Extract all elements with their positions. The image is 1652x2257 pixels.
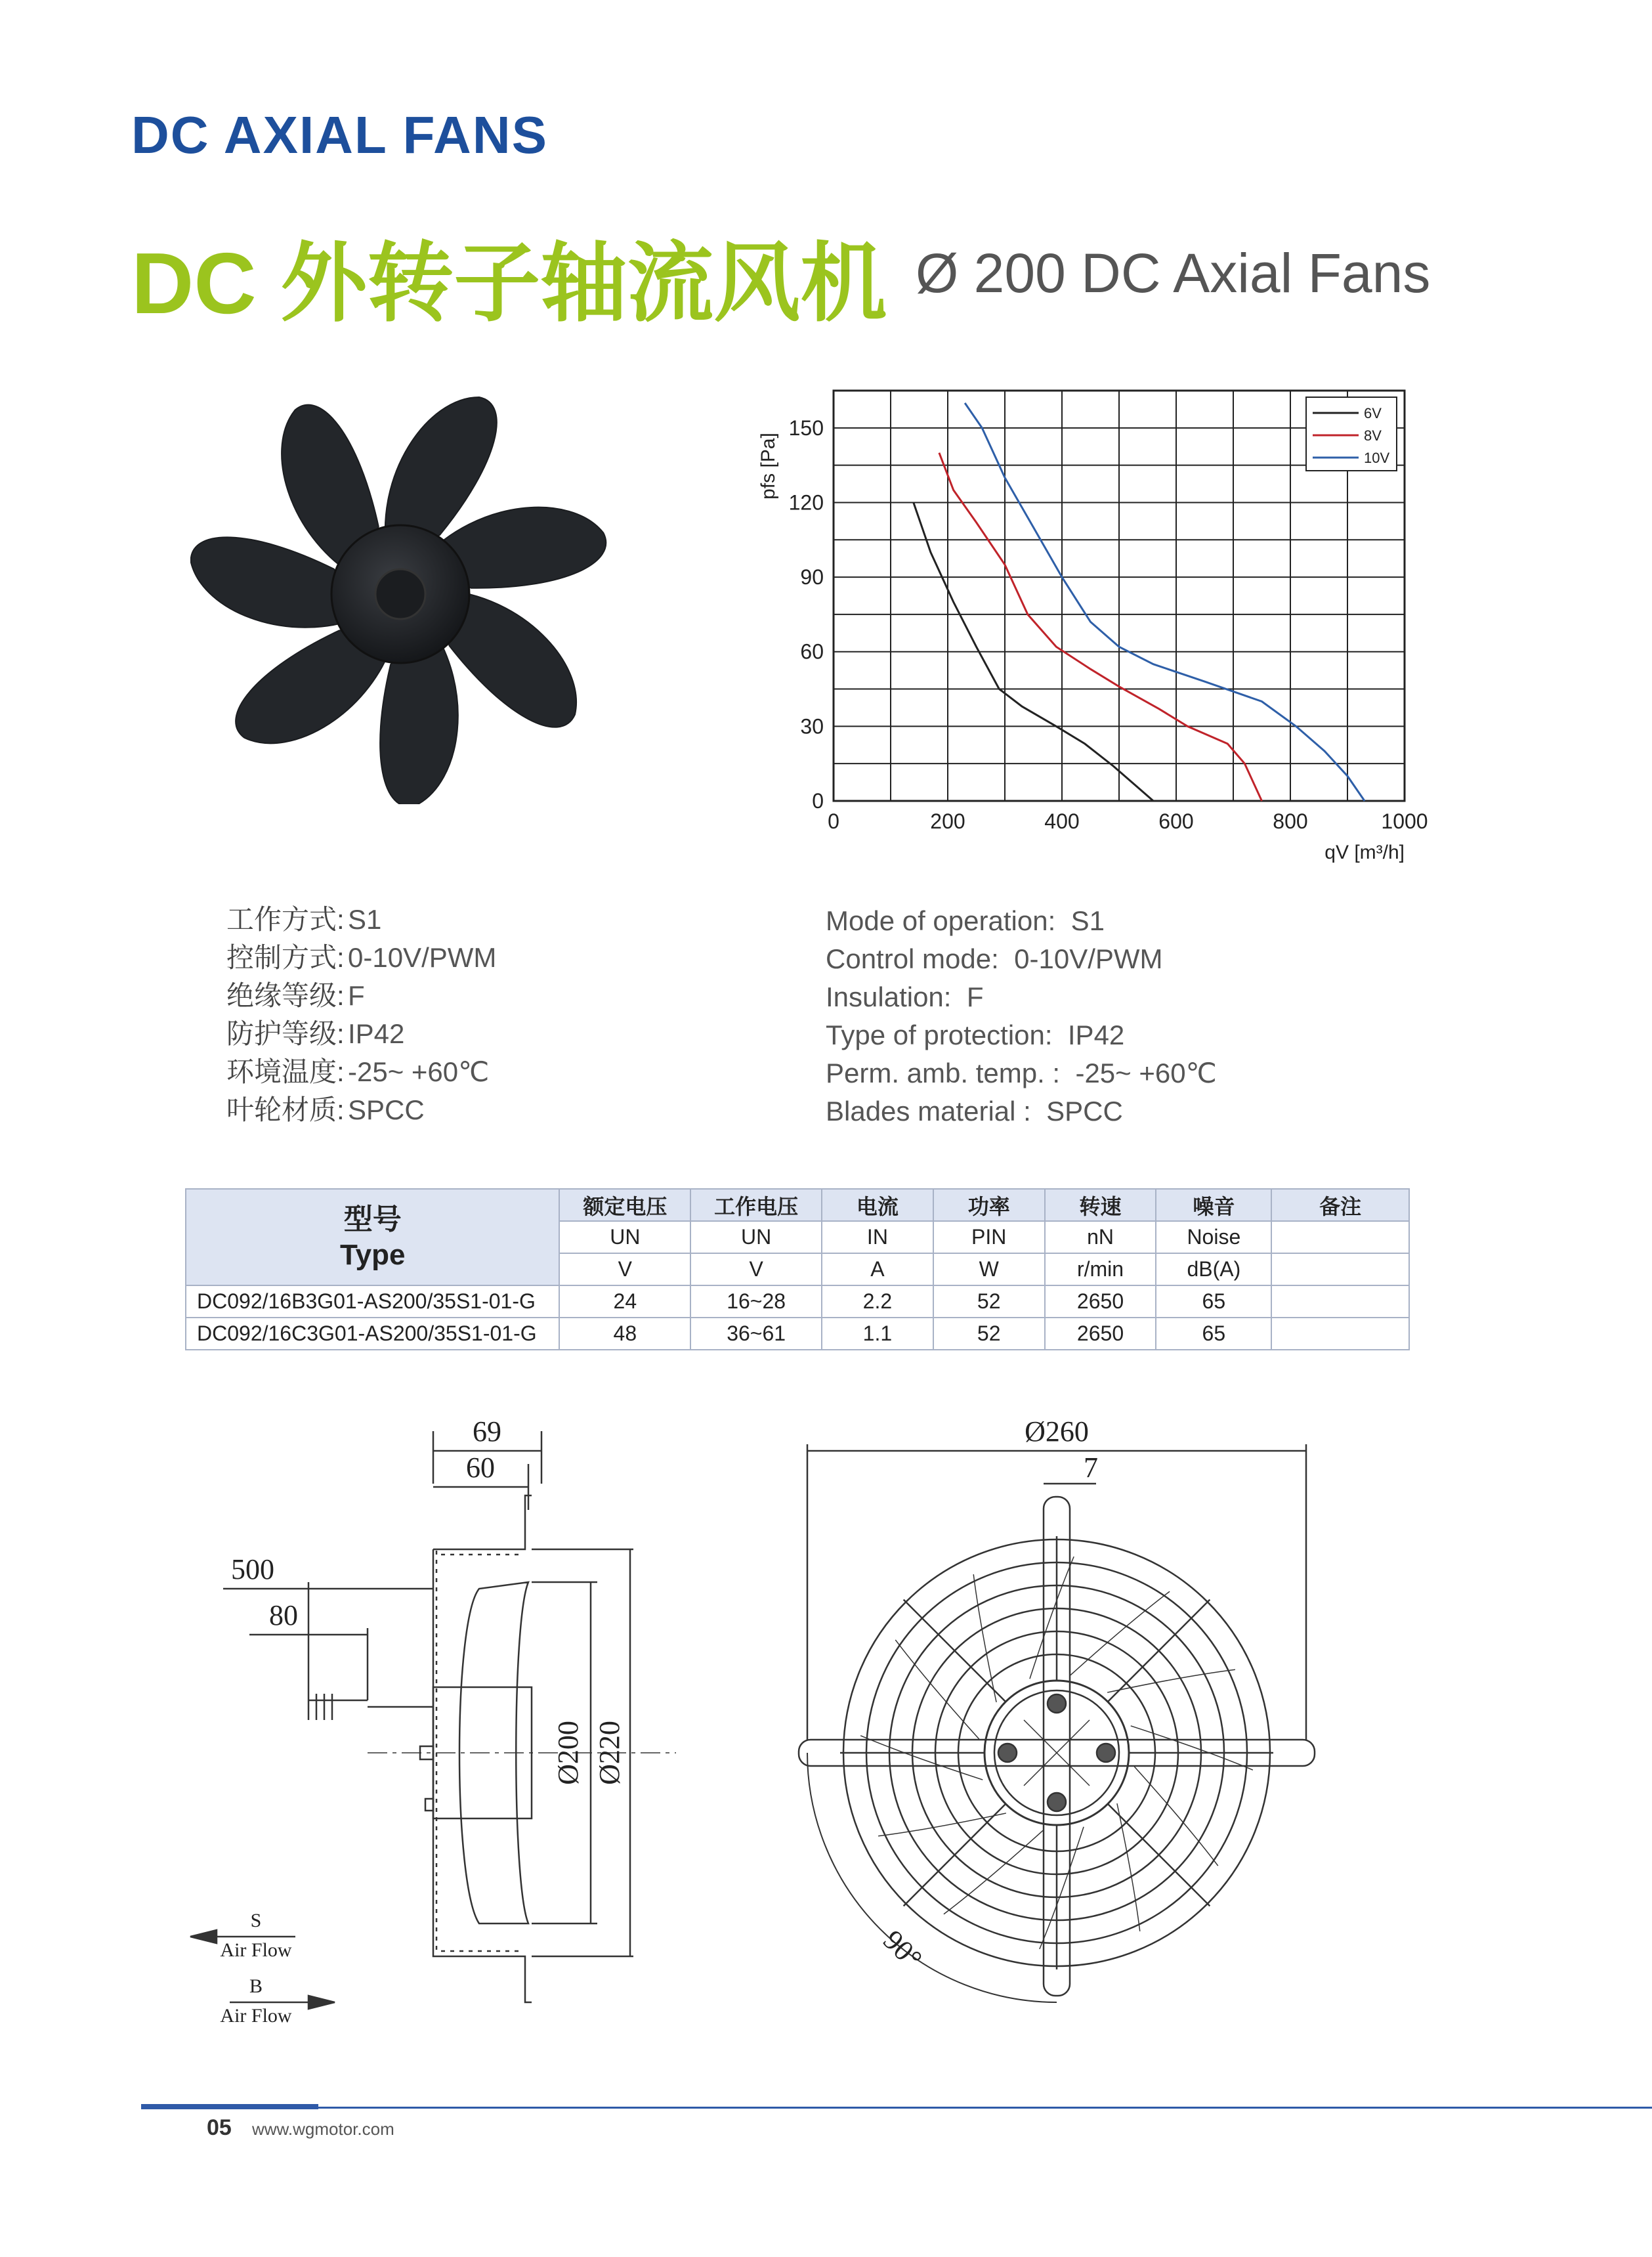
table-cell (1271, 1318, 1409, 1350)
table-cell: 52 (933, 1285, 1045, 1318)
column-symbol: Noise (1156, 1221, 1271, 1253)
column-unit (1271, 1253, 1409, 1285)
column-unit: W (933, 1253, 1045, 1285)
dim-80: 80 (269, 1599, 298, 1631)
spec-value: SPCC (348, 1094, 425, 1125)
spec-label: Control mode: (826, 943, 999, 974)
table-cell: 65 (1156, 1318, 1271, 1350)
blade-outline (944, 1830, 1043, 1914)
flow-b-label: B (249, 1975, 263, 1997)
spec-value: F (348, 980, 365, 1011)
column-header: 备注 (1271, 1189, 1409, 1221)
dim-220: Ø220 (593, 1721, 625, 1785)
spec-label: 防护等级: (226, 1018, 345, 1049)
column-header: 工作电压 (690, 1189, 822, 1221)
table-cell: 16~28 (690, 1285, 822, 1318)
dim-7: 7 (1084, 1451, 1098, 1484)
spec-label: Blades material : (826, 1096, 1031, 1127)
chart-ticks (789, 416, 1428, 833)
x-axis-label: qV [m³/h] (1324, 842, 1405, 863)
spec-value: -25~ +60℃ (348, 1056, 490, 1087)
spec-value: F (966, 981, 984, 1012)
blade-outline (878, 1813, 1006, 1836)
y-tick-label: 90 (800, 565, 824, 590)
column-unit: r/min (1045, 1253, 1156, 1285)
footer-rule-accent (141, 2104, 318, 2109)
table-cell: 52 (933, 1318, 1045, 1350)
y-tick-label: 120 (788, 490, 824, 515)
column-unit: V (559, 1253, 690, 1285)
x-tick-label: 800 (1273, 809, 1308, 833)
column-symbol: nN (1045, 1221, 1156, 1253)
dim-69: 69 (473, 1415, 501, 1448)
spec-row (826, 940, 1217, 978)
column-symbol (1271, 1221, 1409, 1253)
column-header: 功率 (933, 1189, 1045, 1221)
column-header: 电流 (822, 1189, 933, 1221)
blade-outline (1131, 1726, 1253, 1770)
angle-90: 90° (877, 1924, 929, 1975)
blade-outline (1040, 1827, 1084, 1949)
blade-outline (860, 1736, 983, 1780)
column-symbol: UN (559, 1221, 690, 1253)
table-cell: 2650 (1045, 1318, 1156, 1350)
column-symbol: IN (822, 1221, 933, 1253)
spec-row (226, 939, 496, 977)
column-header: 转速 (1045, 1189, 1156, 1221)
type-header (186, 1189, 559, 1285)
column-symbol: PIN (933, 1221, 1045, 1253)
legend-label: 10V (1364, 450, 1390, 466)
spec-label: 叶轮材质: (226, 1094, 345, 1125)
dim-200: Ø200 (552, 1721, 584, 1785)
type-header-cn: 型号 (343, 1203, 402, 1236)
x-tick-label: 0 (828, 809, 839, 833)
spec-row (826, 978, 1217, 1016)
y-tick-label: 60 (800, 639, 824, 664)
table-cell: 2650 (1045, 1285, 1156, 1318)
spec-label: 环境温度: (226, 1056, 345, 1087)
column-symbol: UN (690, 1221, 822, 1253)
spec-value: IP42 (348, 1018, 405, 1049)
specs-english (826, 902, 1217, 1130)
chart-curves (914, 403, 1365, 801)
table-row (186, 1285, 1409, 1318)
side-view-drawing (171, 1411, 722, 2094)
blade-outline (973, 1574, 996, 1702)
x-tick-label: 1000 (1381, 809, 1428, 833)
table-header-row (186, 1189, 1409, 1221)
legend-label: 8V (1364, 427, 1382, 444)
series-title: DC AXIAL FANS (131, 106, 548, 164)
column-header: 额定电压 (559, 1189, 690, 1221)
column-unit: V (690, 1253, 822, 1285)
column-unit: A (822, 1253, 933, 1285)
model-cell: DC092/16C3G01-AS200/35S1-01-G (186, 1318, 559, 1350)
blade-outline (1030, 1557, 1074, 1679)
spec-value: SPCC (1046, 1096, 1123, 1127)
x-tick-label: 400 (1044, 809, 1080, 833)
model-cell: DC092/16B3G01-AS200/35S1-01-G (186, 1285, 559, 1318)
flow-s-label: S (250, 1910, 262, 1931)
blade-outline (895, 1640, 979, 1739)
footer-rule (141, 2107, 1652, 2109)
chinese-product-title: DC 外转子轴流风机 (131, 235, 887, 332)
table-cell: 36~61 (690, 1318, 822, 1350)
spec-label: Perm. amb. temp. : (826, 1058, 1061, 1088)
column-unit: dB(A) (1156, 1253, 1271, 1285)
spec-label: 绝缘等级: (226, 980, 345, 1011)
type-header-en: Type (340, 1238, 406, 1271)
column-header: 噪音 (1156, 1189, 1271, 1221)
spec-value: IP42 (1067, 1020, 1125, 1050)
spec-row (826, 1092, 1217, 1130)
spec-row (226, 977, 496, 1015)
english-product-title: Ø 200 DC Axial Fans (916, 242, 1431, 304)
dim-260: Ø260 (1025, 1415, 1089, 1448)
table-cell: 65 (1156, 1285, 1271, 1318)
spec-label: Insulation: (826, 981, 952, 1012)
spec-value: -25~ +60℃ (1075, 1058, 1217, 1088)
website-link: www.wgmotor.com (252, 2119, 394, 2139)
spec-label: Type of protection: (826, 1020, 1053, 1050)
x-tick-label: 600 (1158, 809, 1194, 833)
spec-label: Mode of operation: (826, 905, 1056, 936)
model-table (185, 1188, 1410, 1350)
table-cell: 2.2 (822, 1285, 933, 1318)
blade-outline (1117, 1803, 1140, 1931)
spec-label: 工作方式: (226, 904, 345, 935)
table-cell: 24 (559, 1285, 690, 1318)
table-cell: 48 (559, 1318, 690, 1350)
spec-row (226, 1053, 496, 1091)
spec-value: S1 (348, 904, 382, 935)
air-flow-label: Air Flow (220, 2005, 292, 2027)
dim-60: 60 (466, 1451, 495, 1484)
spec-row (826, 902, 1217, 940)
fan-product-image (190, 384, 610, 804)
spec-row (826, 1054, 1217, 1092)
air-flow-label: Air Flow (220, 1939, 292, 1961)
spec-value: S1 (1070, 905, 1105, 936)
spec-value: 0-10V/PWM (348, 942, 497, 973)
page-number: 05 (207, 2115, 232, 2140)
blade-outline (1107, 1669, 1235, 1692)
series-line-8V (939, 453, 1262, 801)
spec-row (226, 1015, 496, 1053)
series-line-10V (965, 403, 1365, 801)
chart-legend (1306, 397, 1397, 471)
blade-outline (1070, 1591, 1170, 1675)
x-tick-label: 200 (930, 809, 965, 833)
y-axis-label: pfs [Pa] (757, 433, 779, 500)
performance-chart (755, 374, 1444, 873)
y-tick-label: 30 (800, 714, 824, 739)
table-cell: 1.1 (822, 1318, 933, 1350)
blade-outline (1134, 1767, 1218, 1866)
spec-row (226, 901, 496, 939)
table-cell (1271, 1285, 1409, 1318)
specs-chinese (226, 901, 496, 1129)
spec-row (226, 1091, 496, 1129)
y-tick-label: 0 (812, 789, 824, 813)
spec-label: 控制方式: (226, 942, 345, 973)
spec-row (826, 1016, 1217, 1054)
table-row (186, 1318, 1409, 1350)
y-tick-label: 150 (788, 416, 824, 440)
front-view-drawing (774, 1411, 1339, 2094)
dim-500: 500 (231, 1553, 274, 1585)
spec-value: 0-10V/PWM (1014, 943, 1163, 974)
legend-label: 6V (1364, 405, 1382, 421)
